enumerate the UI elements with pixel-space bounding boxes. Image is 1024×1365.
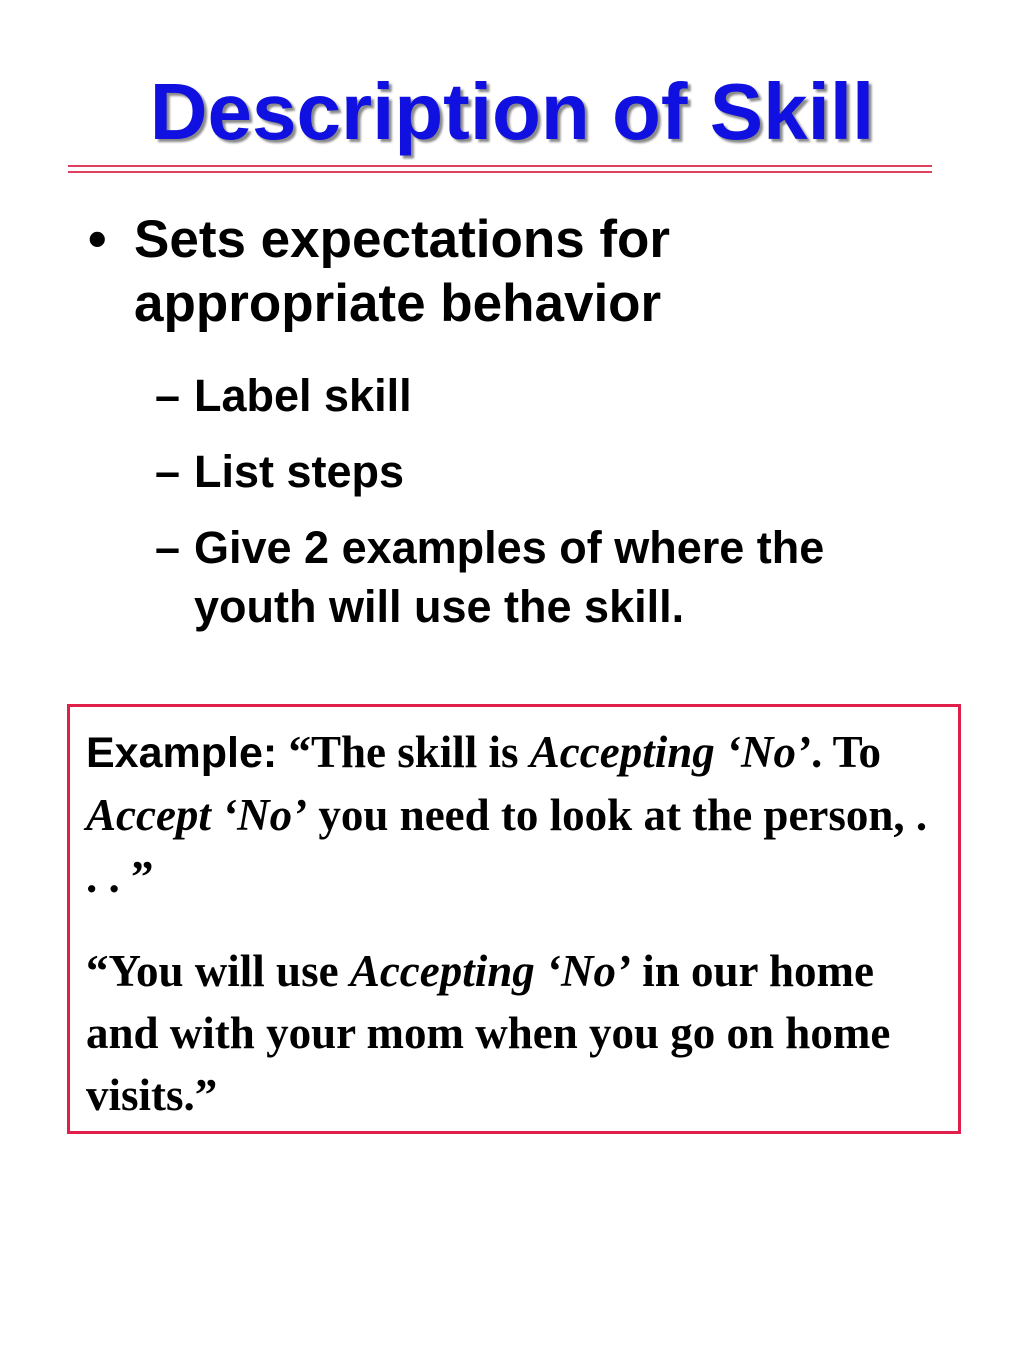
dash-marker: – <box>155 370 181 421</box>
sub-bullet-item <box>155 442 915 501</box>
example-label: Example: <box>86 729 278 777</box>
dash-marker: – <box>155 446 181 497</box>
sub-bullet-item <box>155 366 915 425</box>
usage-quote-text: in our home and with your mom when you go on home visits.” <box>86 946 891 1120</box>
main-bullet <box>88 208 888 336</box>
example-quote-text: “The skill is <box>277 727 530 777</box>
sub-bullet-text: Label skill <box>194 370 412 421</box>
title-divider <box>68 165 932 173</box>
skill-name-italic: Accepting ‘No’ <box>349 946 631 996</box>
usage-paragraph <box>86 940 946 1126</box>
sub-bullet-text: List steps <box>194 446 405 497</box>
skill-name-italic: Accepting ‘No’ <box>529 727 811 777</box>
sub-bullet-item <box>155 518 875 636</box>
usage-quote-text: “You will use <box>86 946 350 996</box>
example-box <box>67 704 961 1134</box>
example-quote-text: you need to look at the person, . . . ” <box>86 790 928 902</box>
example-quote-text: . To <box>810 727 882 777</box>
main-bullet-text: Sets expectations for appropriate behavior <box>134 210 671 333</box>
example-paragraph <box>86 721 946 908</box>
bullet-marker: • <box>88 210 107 269</box>
slide-title: Description of Skill <box>149 67 875 156</box>
skill-name-italic: Accept ‘No’ <box>86 790 308 840</box>
dash-marker: – <box>155 522 181 573</box>
sub-bullet-text: Give 2 examples of where the youth will use the skill. <box>194 522 825 632</box>
